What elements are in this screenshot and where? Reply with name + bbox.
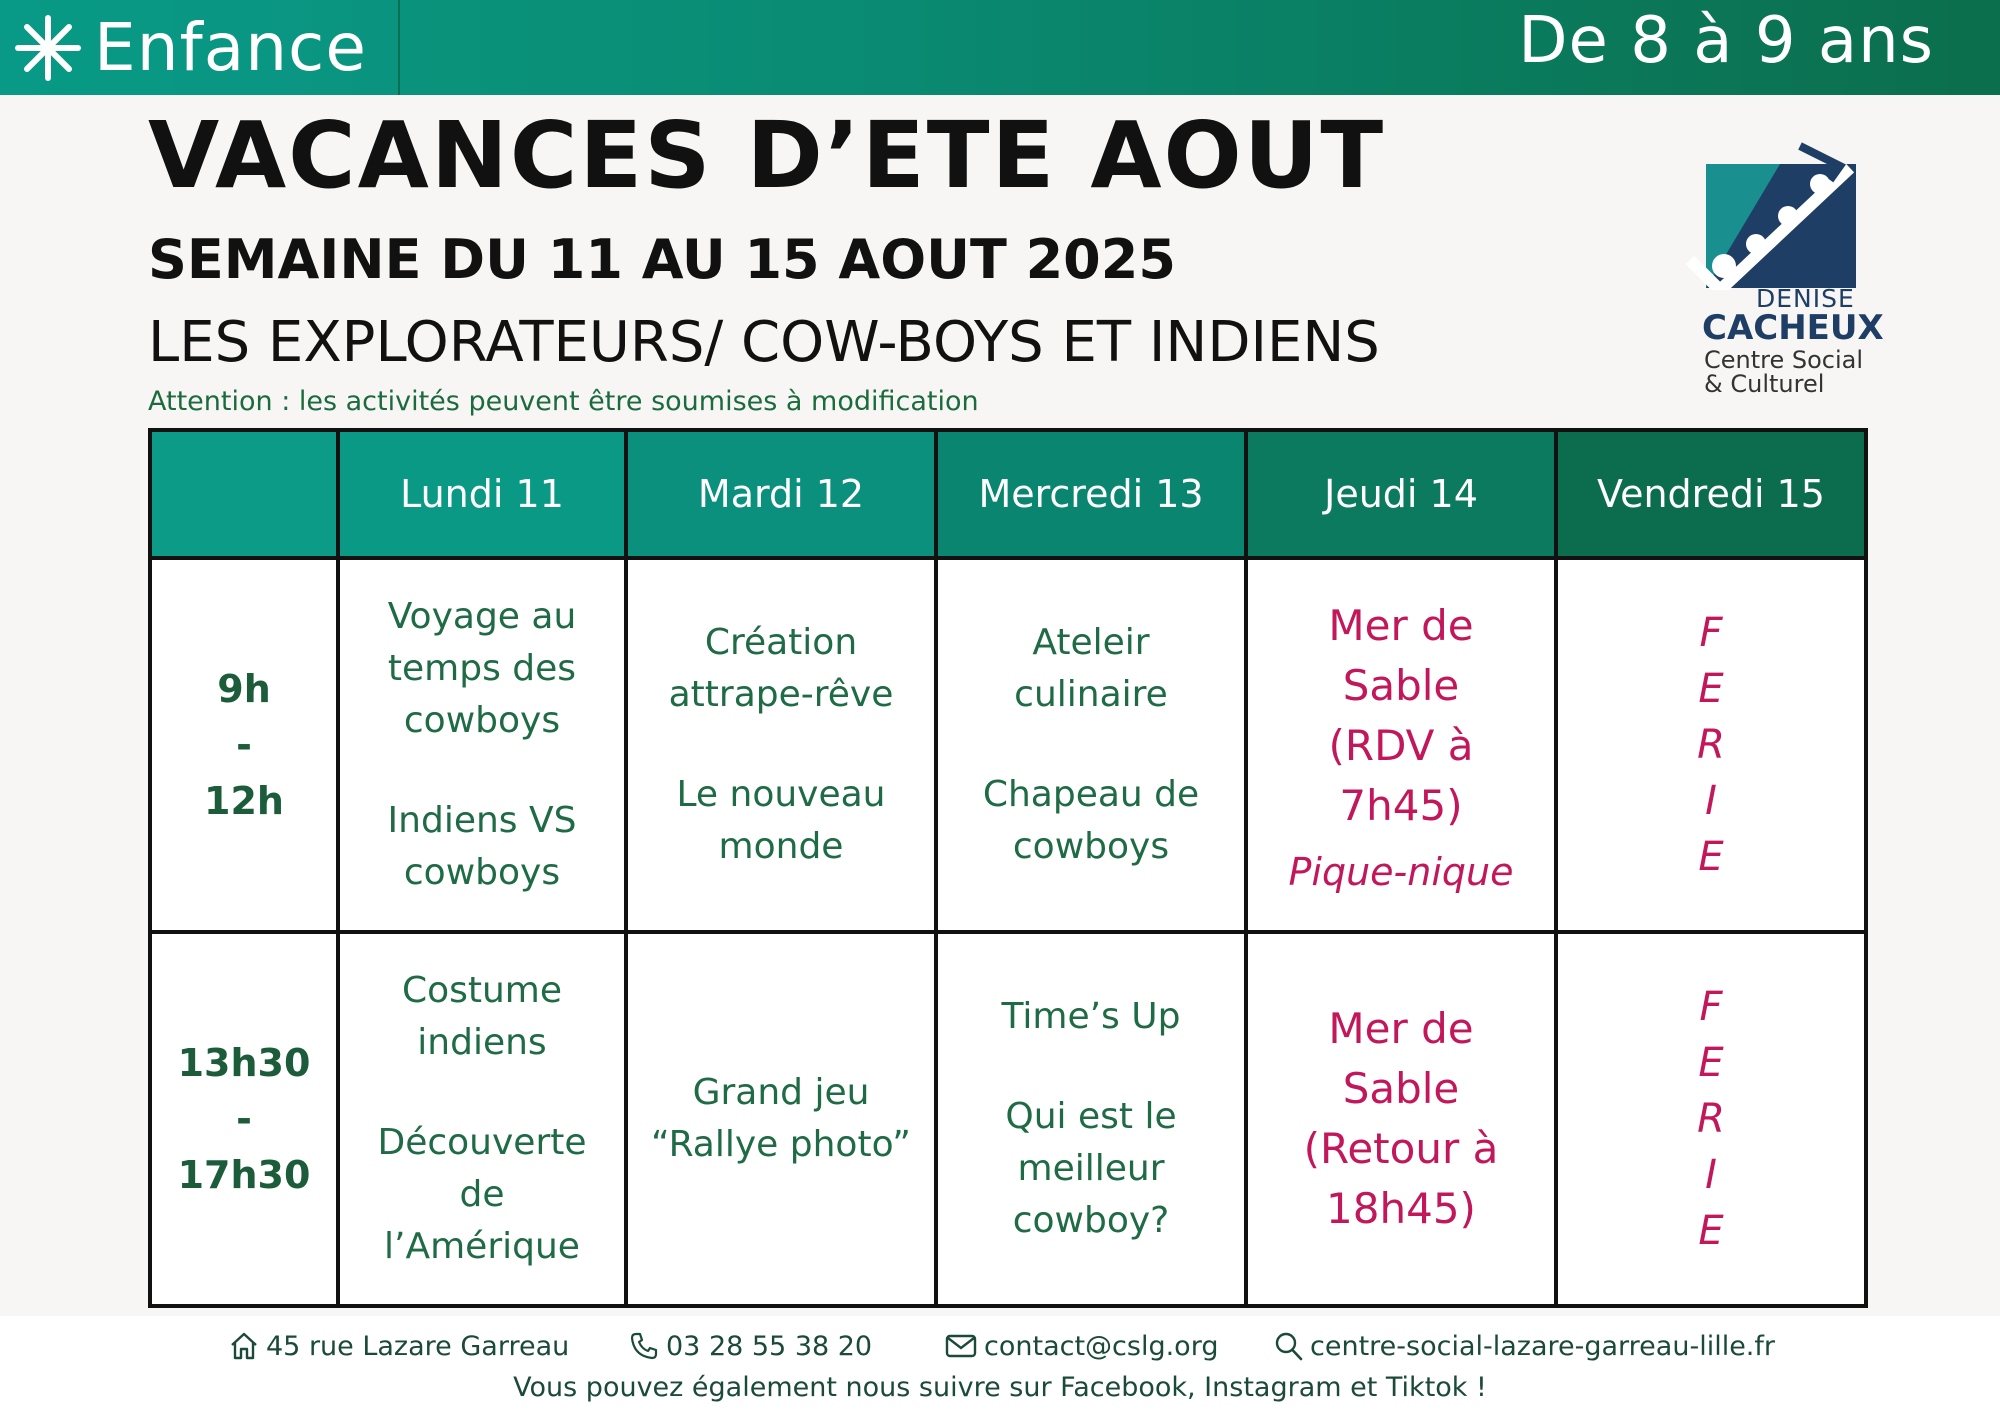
age-range: De 8 à 9 ans <box>1518 4 1934 78</box>
theme-title: LES EXPLORATEURS/ COW-BOYS ET INDIENS <box>148 310 1380 375</box>
outing-line: (Retour à <box>1303 1124 1499 1173</box>
email-text: contact@cslg.org <box>984 1330 1219 1362</box>
activity-cell <box>338 558 626 932</box>
attention-note: Attention : les activités peuvent être soumises à modification <box>148 386 979 417</box>
activity-cell <box>338 932 626 1306</box>
activity-line: Ateleir <box>1032 622 1150 663</box>
activity-line: Indiens VS <box>387 800 577 841</box>
phone-text: 03 28 55 38 20 <box>666 1330 873 1362</box>
activity-cell <box>626 558 936 932</box>
activity-line: Création <box>704 622 858 663</box>
holiday-cell <box>1556 558 1866 932</box>
page-title: VACANCES D’ETE AOUT <box>148 102 1386 209</box>
activity-cell <box>936 932 1246 1306</box>
social-note: Vous pouvez également nous suivre sur Facebook, Instagram et Tiktok ! <box>513 1372 1487 1403</box>
header-row <box>150 430 1866 558</box>
schedule-table <box>148 428 1868 1308</box>
picnic-note: Pique-nique <box>1288 850 1514 894</box>
activity-cell <box>936 558 1246 932</box>
time-sep: - <box>236 723 252 767</box>
activity-line: Time’s Up <box>1001 996 1181 1037</box>
holiday-letter: I <box>1705 778 1717 824</box>
day-header: Mardi 12 <box>626 430 936 558</box>
day-header: Lundi 11 <box>338 430 626 558</box>
time-sep: - <box>236 1097 252 1141</box>
address-text: 45 rue Lazare Garreau <box>266 1330 570 1362</box>
outing-line: Mer de <box>1328 1004 1474 1053</box>
activity-line: Chapeau de <box>982 774 1200 815</box>
activity-cell <box>1246 932 1556 1306</box>
website-item[interactable] <box>1274 1330 1775 1362</box>
home-icon <box>228 1330 260 1362</box>
address-item <box>228 1330 569 1362</box>
search-icon <box>1274 1330 1304 1362</box>
activity-line: l’Amérique <box>384 1226 580 1267</box>
contact-row <box>228 1330 1828 1370</box>
holiday-letter: E <box>1698 1040 1724 1086</box>
activity-cell <box>626 932 936 1306</box>
activity-line: meilleur <box>1017 1148 1165 1189</box>
phone-icon <box>628 1330 660 1362</box>
logo-subtitle-1: Centre Social <box>1704 346 1864 374</box>
time-start: 9h <box>217 667 271 711</box>
asterisk-star-icon <box>6 6 90 90</box>
logo-subtitle-2: & Culturel <box>1704 370 1825 398</box>
outing-line: Sable <box>1342 661 1460 710</box>
category-tag <box>0 0 400 95</box>
holiday-cell <box>1556 932 1866 1306</box>
activity-cell <box>1246 558 1556 932</box>
holiday-letter: E <box>1698 834 1724 880</box>
category-label: Enfance <box>94 9 367 86</box>
logo-name-first: DENISE <box>1756 284 1855 313</box>
time-start: 13h30 <box>177 1041 311 1085</box>
holiday-letter: E <box>1698 666 1724 712</box>
day-header: Vendredi 15 <box>1556 430 1866 558</box>
activity-line: culinaire <box>1014 674 1168 715</box>
outing-line: 7h45) <box>1339 781 1463 830</box>
activity-line: monde <box>718 826 844 867</box>
holiday-letter: F <box>1699 984 1723 1030</box>
holiday-letter: R <box>1697 1096 1725 1142</box>
outing-line: Mer de <box>1328 601 1474 650</box>
holiday-letter: I <box>1705 1152 1717 1198</box>
centre-logo <box>1680 140 1884 400</box>
activity-line: cowboys <box>403 700 561 741</box>
week-subtitle: SEMAINE DU 11 AU 15 AOUT 2025 <box>148 228 1176 291</box>
activity-line: attrape-rêve <box>668 674 894 715</box>
activity-line: Qui est le <box>1005 1096 1177 1137</box>
day-header: Jeudi 14 <box>1246 430 1556 558</box>
logo-mark-icon <box>1680 140 1860 290</box>
activity-line: temps des <box>387 648 577 689</box>
mail-icon <box>944 1330 978 1362</box>
outing-line: (RDV à <box>1328 721 1474 770</box>
activity-line: cowboy? <box>1012 1200 1170 1241</box>
activity-line: Grand jeu <box>692 1072 870 1113</box>
outing-line: 18h45) <box>1326 1184 1476 1233</box>
activity-line: indiens <box>417 1022 547 1063</box>
email-item[interactable] <box>944 1330 1218 1362</box>
activity-line: Découverte <box>377 1122 587 1163</box>
afternoon-row <box>150 932 1866 1306</box>
holiday-letter: F <box>1699 610 1723 656</box>
holiday-letter: R <box>1697 722 1725 768</box>
outing-line: Sable <box>1342 1064 1460 1113</box>
holiday-letter: E <box>1698 1208 1724 1254</box>
activity-line: “Rallye photo” <box>651 1124 911 1165</box>
corner-cell <box>150 430 338 558</box>
activity-line: cowboys <box>403 852 561 893</box>
time-cell <box>150 932 338 1306</box>
phone-item[interactable] <box>628 1330 872 1362</box>
time-cell <box>150 558 338 932</box>
time-end: 17h30 <box>177 1153 311 1197</box>
time-end: 12h <box>204 779 284 823</box>
activity-line: de <box>459 1174 505 1215</box>
contact-footer <box>0 1316 2000 1414</box>
morning-row <box>150 558 1866 932</box>
header-band <box>0 0 2000 95</box>
website-text: centre-social-lazare-garreau-lille.fr <box>1310 1330 1775 1362</box>
activity-line: Le nouveau <box>676 774 886 815</box>
day-header: Mercredi 13 <box>936 430 1246 558</box>
logo-name-last: CACHEUX <box>1702 308 1884 348</box>
activity-line: Voyage au <box>387 596 577 637</box>
activity-line: Costume <box>401 970 563 1011</box>
activity-line: cowboys <box>1012 826 1170 867</box>
